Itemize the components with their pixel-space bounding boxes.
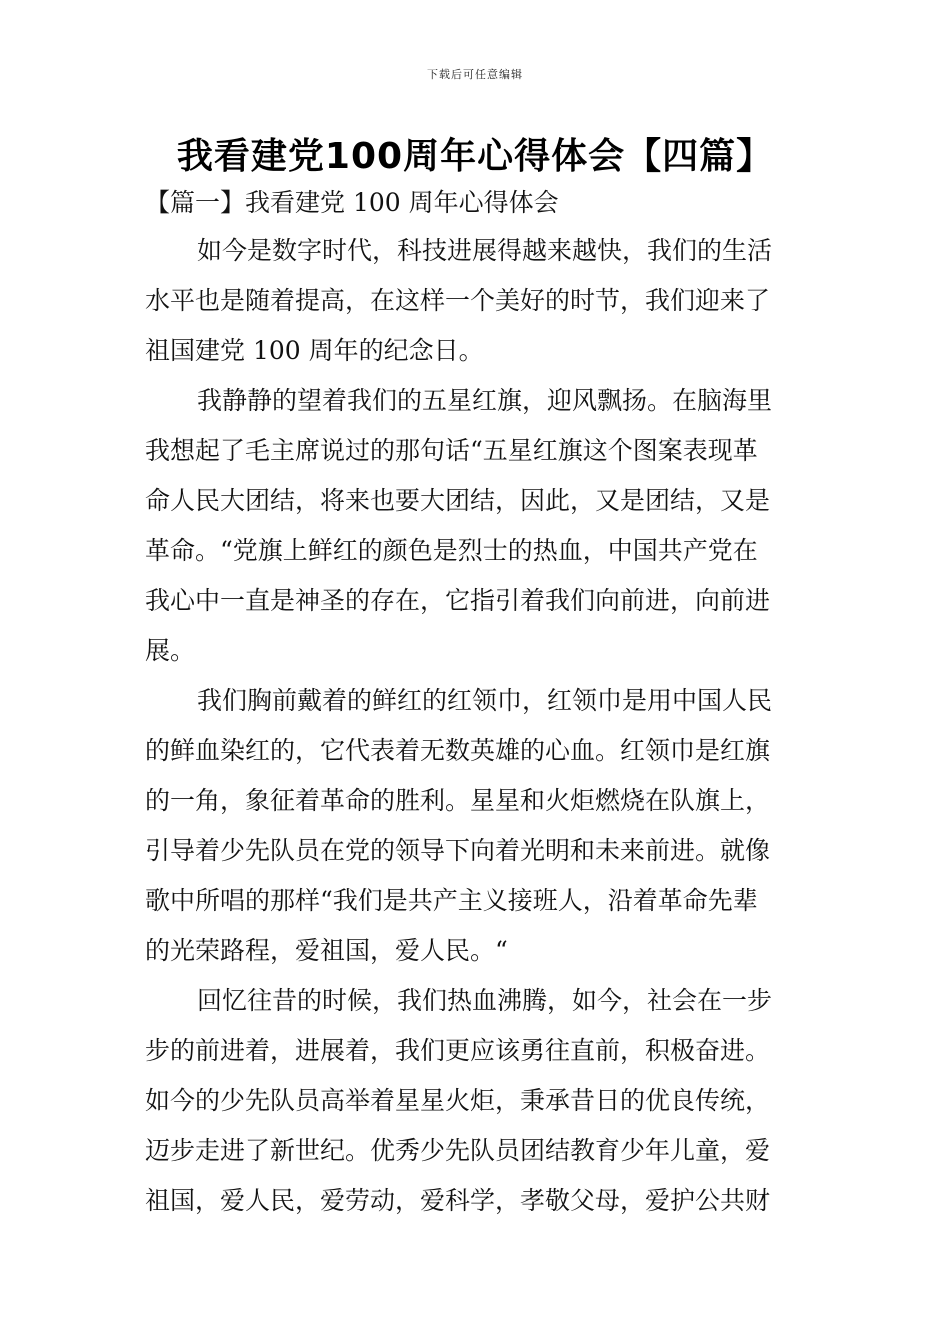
text-line: 回忆往昔的时候，我们热血沸腾，如今，社会在一步 bbox=[197, 986, 773, 1015]
page-title: 我看建党100周年心得体会【四篇】 bbox=[176, 136, 774, 177]
text-line: 我静静的望着我们的五星红旗，迎风飘扬。在脑海里 bbox=[197, 386, 773, 415]
text-line: 引导着少先队员在党的领导下向着光明和未来前进。就像 bbox=[145, 836, 771, 865]
text-line: 祖国，爱人民，爱劳动，爱科学，孝敬父母，爱护公共财 bbox=[145, 1186, 771, 1215]
text-line: 的光荣路程，爱祖国，爱人民。“ bbox=[145, 936, 508, 965]
header-note: 下载后可任意编辑 bbox=[427, 68, 523, 81]
text-line: 如今的少先队员高举着星星火炬，秉承昔日的优良传统， bbox=[145, 1086, 771, 1115]
text-line: 我想起了毛主席说过的那句话“五星红旗这个图案表现革 bbox=[145, 436, 758, 465]
paragraph bbox=[145, 376, 809, 676]
text-line: 展。 bbox=[145, 636, 196, 665]
text-line: 祖国建党 100 周年的纪念日。 bbox=[145, 336, 484, 365]
paragraph bbox=[145, 676, 809, 976]
paragraph bbox=[145, 976, 809, 1226]
text-line: 我们胸前戴着的鲜红的红领巾，红领巾是用中国人民 bbox=[197, 686, 773, 715]
section-heading: 【篇一】我看建党 100 周年心得体会 bbox=[145, 188, 559, 217]
text-line: 我心中一直是神圣的存在，它指引着我们向前进，向前进 bbox=[145, 586, 771, 615]
text-line: 的一角，象征着革命的胜利。星星和火炬燃烧在队旗上， bbox=[145, 786, 771, 815]
text-line: 命人民大团结，将来也要大团结，因此，又是团结，又是 bbox=[145, 486, 771, 515]
text-line: 水平也是随着提高，在这样一个美好的时节，我们迎来了 bbox=[145, 286, 771, 315]
body-text bbox=[145, 226, 809, 1226]
text-line: 的鲜血染红的，它代表着无数英雄的心血。红领巾是红旗 bbox=[145, 736, 771, 765]
text-line: 如今是数字时代，科技进展得越来越快，我们的生活 bbox=[197, 236, 773, 265]
text-line: 迈步走进了新世纪。优秀少先队员团结教育少年儿童，爱 bbox=[145, 1136, 771, 1165]
text-line: 歌中所唱的那样“我们是共产主义接班人，沿着革命先辈 bbox=[145, 886, 758, 915]
text-line: 革命。“党旗上鲜红的颜色是烈士的热血，中国共产党在 bbox=[145, 536, 758, 565]
paragraph bbox=[145, 226, 809, 376]
text-line: 步的前进着，进展着，我们更应该勇往直前，积极奋进。 bbox=[145, 1036, 771, 1065]
